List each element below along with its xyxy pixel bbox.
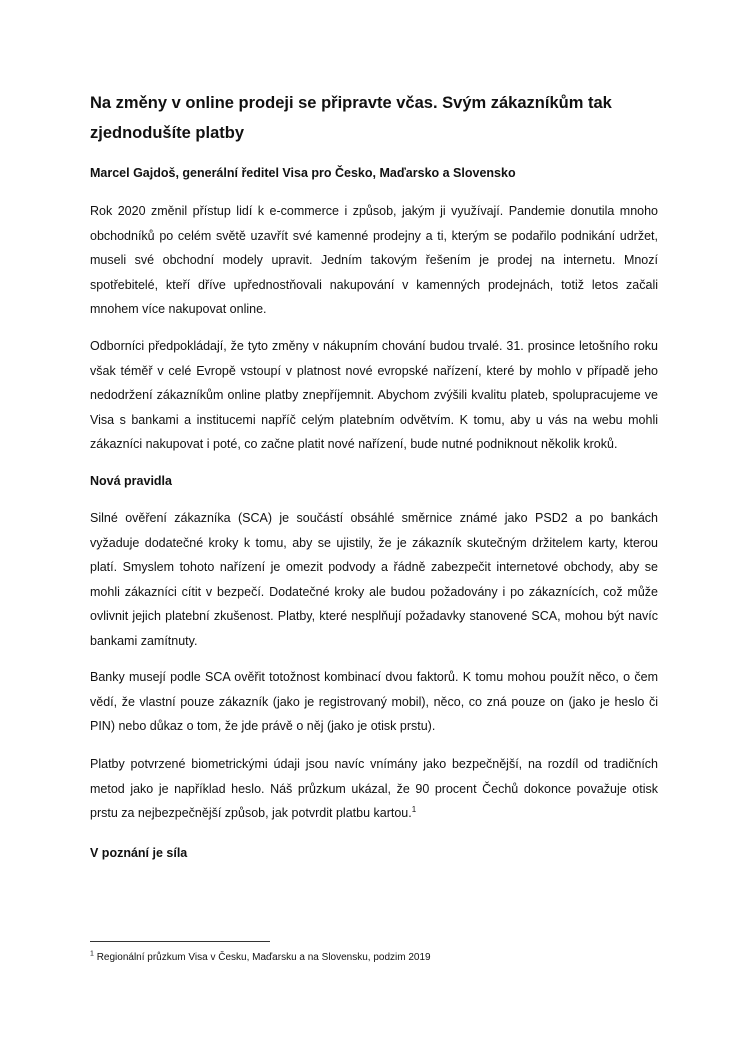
section1-paragraph-3-text: Platby potvrzené biometrickými údaji jsou navíc vnímány jako bezpečnější, na rozdíl od tradičních metod jako je například heslo. Náš průzkum ukázal, že 90 procent Čechů dokonce považuje otisk prstu za nejbezpečnější způsob, jak potvrdit platbu kartou. (90, 757, 658, 820)
footnote-reference: 1 (411, 804, 417, 814)
intro-paragraph-1: Rok 2020 změnil přístup lidí k e-commerce i způsob, jakým ji využívají. Pandemie donutila mnoho obchodníků po celém světě uzavřít své kamenné prodejny a ti, kterým se podařilo podnikání udržet, museli své obchodní modely upravit. Jedním takovým řešením je prodej na internetu. Mnozí spotřebitelé, kteří dříve upřednostňovali nakupování v kamenných prodejnách, totiž letos začali mnohem více nakupovat online. (90, 204, 658, 316)
article-author: Marcel Gajdoš, generální ředitel Visa pro Česko, Maďarsko a Slovensko (90, 166, 516, 180)
section1-paragraph-3 (90, 752, 658, 826)
section-heading-nova-pravidla: Nová pravidla (90, 474, 172, 488)
section-heading-v-poznani-je-sila: V poznání je síla (90, 846, 188, 860)
section1-paragraph-2: Banky musejí podle SCA ověřit totožnost kombinací dvou faktorů. K tomu mohou použít něco, o čem vědí, že vlastní pouze zákazník (jako je registrovaný mobil), něco, co zná pouze on (jako je heslo či PIN) nebo důkaz o tom, že jde právě o něj (jako je otisk prstu). (90, 670, 658, 733)
footnote-marker: 1 (90, 950, 94, 958)
footnote-separator (90, 941, 270, 942)
footnote-text: Regionální průzkum Visa v Česku, Maďarsku a na Slovensku, podzim 2019 (96, 952, 431, 963)
intro-paragraph-2: Odborníci předpokládají, že tyto změny v nákupním chování budou trvalé. 31. prosince letošního roku však téměř v celé Evropě vstoupí v platnost nové evropské nařízení, které by mohlo v případě jeho nedodržení zákazníkům online platby znepříjemnit. Abychom zvýšili kvalitu plateb, spolupracujeme ve Visa s bankami a institucemi napříč celým platebním odvětvím. K tomu, aby u vás na webu mohli zákazníci nakupovat i poté, co začne platit nové nařízení, bude nutné podniknout několik kroků. (90, 339, 658, 451)
article-title: Na změny v online prodeji se připravte včas. Svým zákazníkům tak zjednodušíte platby (90, 94, 612, 142)
section1-paragraph-1: Silné ověření zákazníka (SCA) je součástí obsáhlé směrnice známé jako PSD2 a po bankách vyžaduje dodatečné kroky k tomu, aby se ujistily, že je zákazník skutečným držitelem karty, kterou platí. Smyslem tohoto nařízení je omezit podvody a řádně zabezpečit internetové obchody, aby se mohli zákazníci cítit v bezpečí. Dodatečné kroky ale budou požadovány i po zákaznících, což může ovlivnit jejich platební zkušenost. Platby, které nesplňují požadavky stanovené SCA, mohou být navíc bankami zamítnuty. (90, 511, 658, 648)
footnote (90, 951, 658, 965)
